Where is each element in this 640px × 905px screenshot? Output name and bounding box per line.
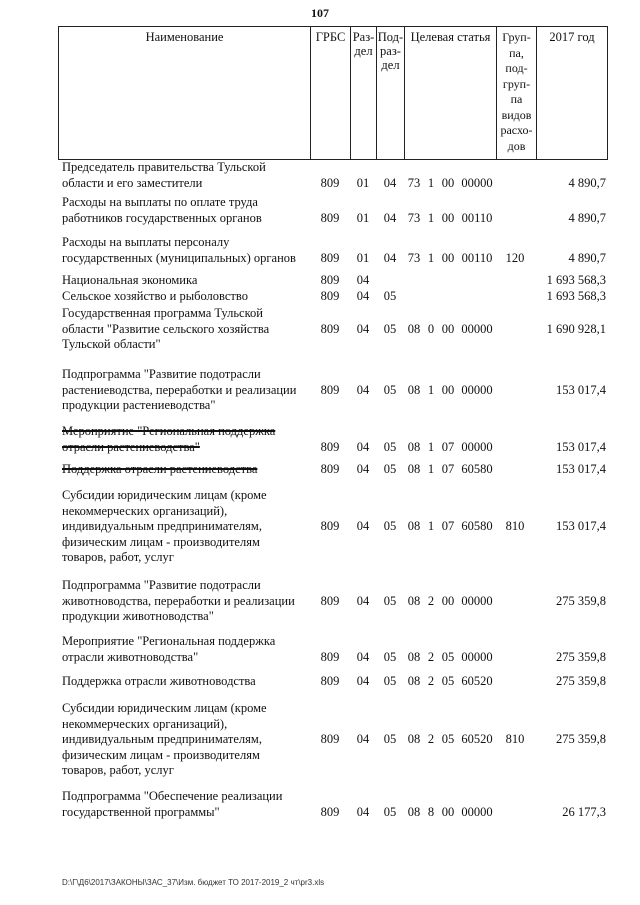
- row-cell-c2: 1: [427, 439, 435, 454]
- row-cell-rz: 04: [356, 593, 370, 608]
- row-cell-c3: 05: [441, 674, 455, 688]
- row-cell-c3: 00: [441, 593, 455, 608]
- row-name: Подпрограмма "Развитие подотрасли растениеводства, переработки и реализации продукции растениеводства": [62, 367, 297, 412]
- row-cell-c4: 60580: [461, 462, 493, 476]
- row-cell-c3: 05: [441, 732, 455, 746]
- row-cell-rz: 04: [356, 289, 370, 303]
- row-name: Мероприятие "Региональная поддержка отрасли растениеводства": [62, 424, 276, 454]
- row-cell-c1: 08: [407, 321, 421, 336]
- row-cell-grbs: 809: [320, 519, 340, 533]
- row-name: Национальная экономика: [62, 273, 198, 287]
- row-name: Председатель правительства Тульской области и его заместители: [62, 160, 266, 190]
- row-cell-c2: 2: [427, 674, 435, 688]
- row-cell-rz: 04: [356, 273, 370, 287]
- row-cell-rz: 04: [356, 382, 370, 397]
- row-cell-pr: 05: [383, 321, 397, 336]
- row-name: Сельское хозяйство и рыболовство: [62, 289, 248, 303]
- row-cell-grbs: 809: [320, 175, 340, 190]
- row-cell-pr: 04: [383, 175, 397, 190]
- row-cell-c2: 1: [427, 382, 435, 397]
- row-amount: 4 890,7: [568, 210, 606, 225]
- row-cell-grbs: 809: [320, 273, 340, 287]
- row-amount: 153 017,4: [556, 519, 606, 533]
- row-cell-rz: 04: [356, 519, 370, 533]
- row-cell-rz: 04: [356, 732, 370, 746]
- row-cell-grbs: 809: [320, 382, 340, 397]
- row-cell-c4: 00000: [461, 321, 493, 336]
- header-name: Наименование: [58, 26, 310, 160]
- row-amount: 1 690 928,1: [546, 321, 606, 336]
- row-amount: 4 890,7: [568, 175, 606, 190]
- row-cell-c4: 00000: [461, 382, 493, 397]
- row-cell-c4: 00000: [461, 649, 493, 664]
- row-cell-c3: 00: [441, 250, 455, 265]
- row-cell-c2: 8: [427, 804, 435, 819]
- row-cell-rz: 01: [356, 250, 370, 265]
- row-cell-c4: 60520: [461, 674, 493, 688]
- row-cell-c1: 73: [407, 250, 421, 265]
- row-cell-c1: 73: [407, 210, 421, 225]
- header-grbs: ГРБС: [310, 26, 350, 160]
- row-cell-grbs: 809: [320, 250, 340, 265]
- row-cell-c4: 60580: [461, 519, 493, 533]
- row-amount: 26 177,3: [562, 804, 606, 819]
- row-cell-c4: 00000: [461, 804, 493, 819]
- row-cell-c2: 1: [427, 519, 435, 533]
- row-amount: 1 693 568,3: [546, 273, 606, 287]
- row-cell-c3: 05: [441, 649, 455, 664]
- row-cell-c4: 00000: [461, 593, 493, 608]
- row-cell-rz: 04: [356, 439, 370, 454]
- row-cell-c1: 08: [407, 649, 421, 664]
- row-cell-pr: 05: [383, 732, 397, 746]
- row-cell-c4: 00000: [461, 439, 493, 454]
- row-amount: 275 359,8: [556, 674, 606, 688]
- row-cell-c3: 00: [441, 382, 455, 397]
- row-cell-rz: 04: [356, 649, 370, 664]
- row-cell-c3: 07: [441, 519, 455, 533]
- row-cell-c1: 08: [407, 382, 421, 397]
- row-cell-grbs: 809: [320, 210, 340, 225]
- row-cell-rz: 04: [356, 462, 370, 476]
- row-amount: 275 359,8: [556, 593, 606, 608]
- row-cell-c2: 1: [427, 462, 435, 476]
- row-cell-pr: 05: [383, 382, 397, 397]
- row-cell-c1: 08: [407, 732, 421, 746]
- row-cell-c3: 07: [441, 462, 455, 476]
- row-cell-pr: 05: [383, 804, 397, 819]
- row-cell-vr: 120: [505, 250, 525, 265]
- row-name: Расходы на выплаты по оплате труда работников государственных органов: [62, 195, 262, 225]
- row-name: Поддержка отрасли животноводства: [62, 674, 256, 688]
- row-cell-c4: 00000: [461, 175, 493, 190]
- row-cell-pr: 05: [383, 519, 397, 533]
- row-cell-c3: 00: [441, 804, 455, 819]
- row-cell-c3: 00: [441, 175, 455, 190]
- row-cell-c2: 1: [427, 210, 435, 225]
- row-cell-c2: 2: [427, 593, 435, 608]
- row-name: Поддержка отрасли растениеводства: [62, 462, 258, 476]
- row-name: Субсидии юридическим лицам (кроме некоммерческих организаций), индивидуальным предпринимателям, физическим лицам - производителям товаров, работ, услуг: [62, 701, 267, 777]
- header-expense-group: Груп- па, под- груп- па видов расхо- дов: [496, 26, 536, 160]
- row-cell-c2: 2: [427, 649, 435, 664]
- row-cell-c1: 08: [407, 519, 421, 533]
- row-cell-grbs: 809: [320, 593, 340, 608]
- row-cell-c1: 08: [407, 593, 421, 608]
- row-cell-pr: 04: [383, 250, 397, 265]
- row-cell-pr: 05: [383, 462, 397, 476]
- row-amount: 275 359,8: [556, 649, 606, 664]
- row-amount: 275 359,8: [556, 732, 606, 746]
- header-razdel: Раз- дел: [350, 26, 376, 160]
- row-name: Расходы на выплаты персоналу государственных (муниципальных) органов: [62, 235, 296, 265]
- row-amount: 153 017,4: [556, 439, 606, 454]
- header-podrazdel: Под- раз- дел: [376, 26, 404, 160]
- row-cell-c3: 07: [441, 439, 455, 454]
- row-cell-c4: 00110: [461, 250, 493, 265]
- row-cell-rz: 04: [356, 321, 370, 336]
- row-cell-c2: 1: [427, 250, 435, 265]
- row-name: Субсидии юридическим лицам (кроме некоммерческих организаций), индивидуальным предпринимателям, физическим лицам - производителям товаров, работ, услуг: [62, 488, 267, 564]
- row-cell-c1: 73: [407, 175, 421, 190]
- row-cell-grbs: 809: [320, 674, 340, 688]
- row-cell-c2: 2: [427, 732, 435, 746]
- row-amount: 153 017,4: [556, 462, 606, 476]
- row-cell-pr: 05: [383, 289, 397, 303]
- row-cell-pr: 05: [383, 649, 397, 664]
- row-name: Мероприятие "Региональная поддержка отрасли животноводства": [62, 634, 276, 664]
- row-cell-grbs: 809: [320, 649, 340, 664]
- row-cell-c1: 08: [407, 804, 421, 819]
- row-name: Подпрограмма "Обеспечение реализации государственной программы": [62, 789, 283, 819]
- row-cell-pr: 04: [383, 210, 397, 225]
- row-name: Подпрограмма "Развитие подотрасли животноводства, переработки и реализации продукции животноводства": [62, 578, 295, 623]
- row-name: Государственная программа Тульской области "Развитие сельского хозяйства Тульской области": [62, 306, 270, 351]
- header-year-2017: 2017 год: [536, 26, 608, 160]
- row-amount: 1 693 568,3: [546, 289, 606, 303]
- row-cell-c3: 00: [441, 321, 455, 336]
- row-cell-grbs: 809: [320, 439, 340, 454]
- row-amount: 153 017,4: [556, 382, 606, 397]
- row-cell-c2: 1: [427, 175, 435, 190]
- row-cell-grbs: 809: [320, 289, 340, 303]
- row-cell-pr: 05: [383, 593, 397, 608]
- row-cell-grbs: 809: [320, 804, 340, 819]
- row-cell-c1: 08: [407, 674, 421, 688]
- row-cell-c1: 08: [407, 439, 421, 454]
- row-cell-c4: 60520: [461, 732, 493, 746]
- row-cell-vr: 810: [505, 519, 525, 533]
- row-cell-vr: 810: [505, 732, 525, 746]
- row-cell-grbs: 809: [320, 321, 340, 336]
- row-cell-c1: 08: [407, 462, 421, 476]
- row-cell-c2: 0: [427, 321, 435, 336]
- row-cell-c3: 00: [441, 210, 455, 225]
- header-target-article: Целевая статья: [404, 26, 496, 160]
- row-cell-c4: 00110: [461, 210, 493, 225]
- row-cell-grbs: 809: [320, 462, 340, 476]
- row-cell-rz: 04: [356, 804, 370, 819]
- row-cell-rz: 01: [356, 210, 370, 225]
- row-cell-pr: 05: [383, 674, 397, 688]
- row-amount: 4 890,7: [568, 250, 606, 265]
- page-number: 107: [311, 6, 329, 20]
- file-path-footer: D:\Г\Д6\2017\ЗАКОНЫ\ЗАС_37\Изм. бюджет ТО 2017-2019_2 чт\pr3.xls: [62, 878, 325, 887]
- row-cell-rz: 04: [356, 674, 370, 688]
- row-cell-grbs: 809: [320, 732, 340, 746]
- row-cell-pr: 05: [383, 439, 397, 454]
- row-cell-rz: 01: [356, 175, 370, 190]
